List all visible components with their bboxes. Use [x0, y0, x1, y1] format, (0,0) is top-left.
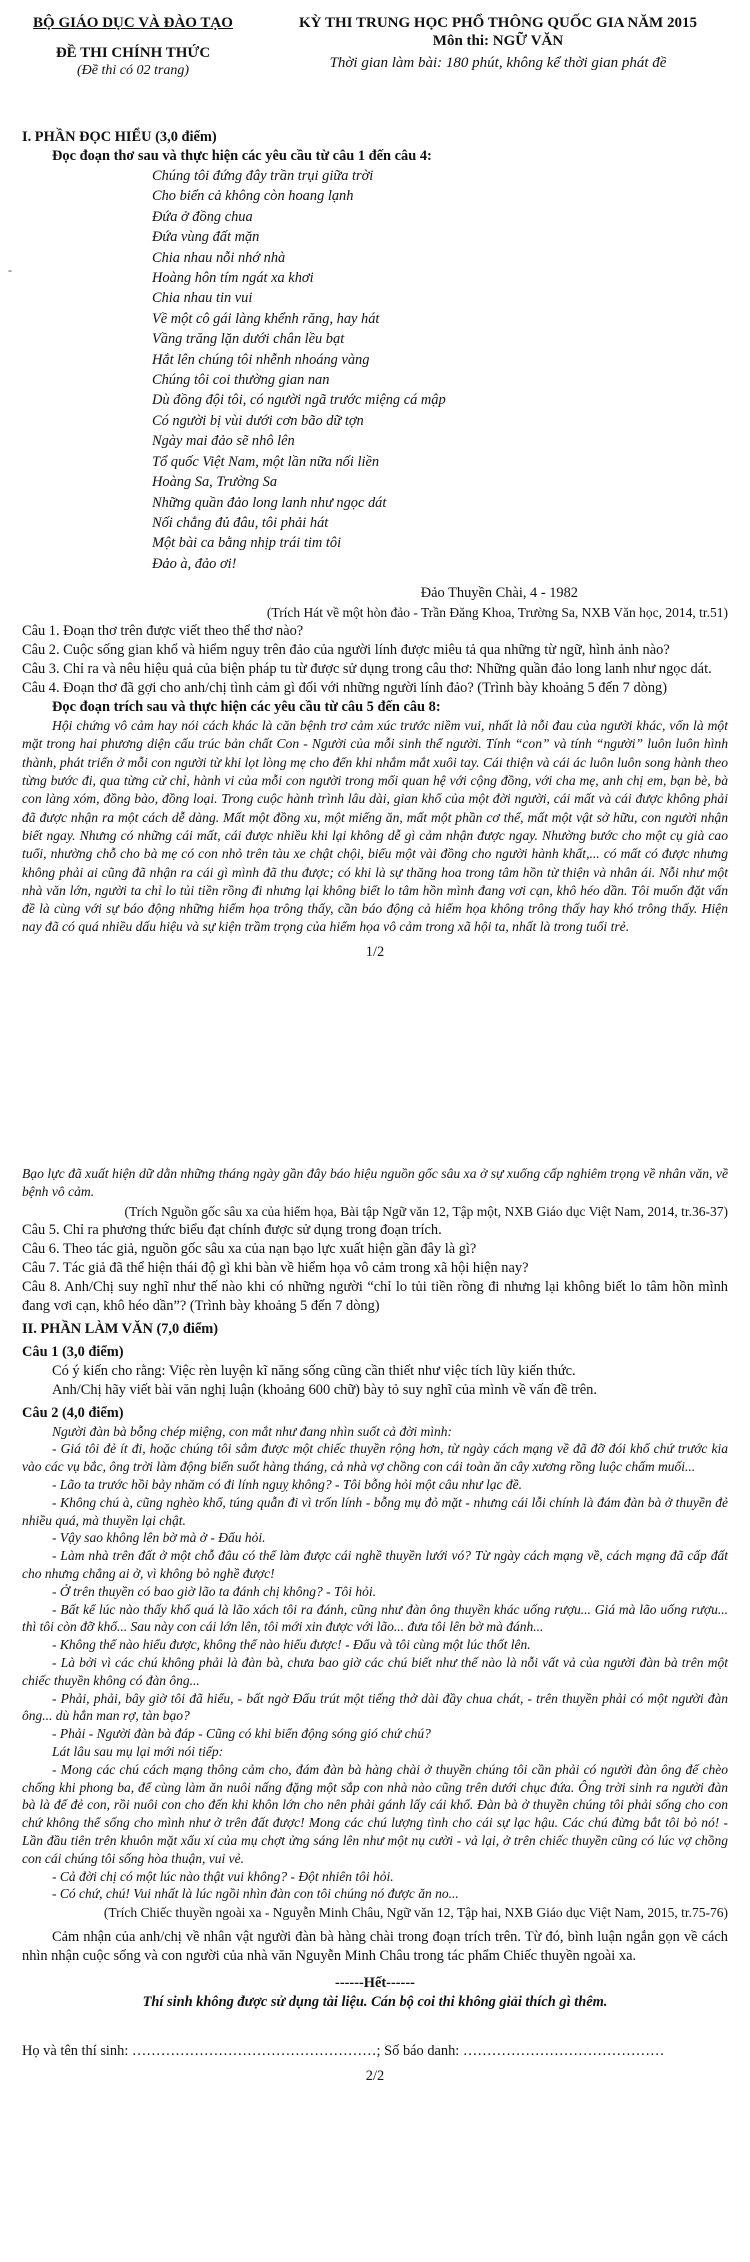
- question-6: Câu 6. Theo tác giả, nguồn gốc sâu xa của nạn bạo lực xuất hiện gần đây là gì?: [22, 1240, 477, 1257]
- poem-author: Đảo Thuyền Chài, 4 - 1982: [420, 585, 578, 602]
- poem-line: Đảo à, đảo ơi!: [152, 555, 237, 572]
- scan-mark: -: [8, 263, 12, 277]
- official-label: ĐỀ THI CHÍNH THỨC: [55, 45, 211, 61]
- section-2-title: II. PHẦN LÀM VĂN (7,0 điểm): [22, 1320, 218, 1337]
- question-7: Câu 7. Tác giả đã thể hiện thái độ gì khi bàn về hiểm họa vô cảm trong xã hội hiện nay?: [22, 1259, 529, 1276]
- poem: [22, 166, 728, 574]
- poem-line: Hoàng Sa, Trường Sa: [152, 474, 278, 491]
- dialogue-line: - Là bởi vì các chú không phải là đàn bà, chưa bao giờ các chú biết như thế nào là nỗi vất vả của người đàn bà trên một chiếc thuyền không có đàn ông...: [22, 1654, 728, 1688]
- question-5: Câu 5. Chỉ ra phương thức biểu đạt chính được sử dụng trong đoạn trích.: [22, 1221, 442, 1238]
- dialogue-line: - Cả đời chị có một lúc nào thật vui không? - Đột nhiên tôi hỏi.: [52, 1868, 394, 1884]
- pages-note: (Đề thi có 02 trang): [77, 63, 189, 78]
- poem-line: Ngày mai đảo sẽ nhô lên: [152, 433, 295, 450]
- poem-line: Đứa ở đồng chua: [152, 208, 253, 225]
- question-c2-title: Câu 2 (4,0 điểm): [22, 1404, 124, 1421]
- instruction-2: Đọc đoạn trích sau và thực hiện các yêu cầu từ câu 5 đến câu 8:: [52, 699, 441, 716]
- section-title: I. PHẦN ĐỌC HIỂU (3,0 điểm): [22, 129, 217, 145]
- ministry-name: BỘ GIÁO DỤC VÀ ĐÀO TẠO: [33, 15, 233, 31]
- poem-line: Dù đồng đội tôi, có người ngã trước miệng cá mập: [152, 392, 446, 409]
- page2-content: [22, 1165, 728, 2086]
- exam-title: KỲ THI TRUNG HỌC PHỔ THÔNG QUỐC GIA NĂM 2015: [299, 15, 697, 31]
- question-c1-requirement: Anh/Chị hãy viết bài văn nghị luận (khoảng 600 chữ) bày tỏ suy nghĩ của mình về vấn đề trên.: [52, 1381, 597, 1398]
- exam-page-1: [0, 0, 750, 1075]
- dialogue-line: - Vậy sao không lên bờ mà ở - Đẩu hỏi.: [52, 1530, 266, 1546]
- question-c1-title: Câu 1 (3,0 điểm): [22, 1343, 124, 1360]
- poem-line: Chúng tôi đứng đây trần trụi giữa trời: [152, 168, 374, 184]
- page1-content: [22, 124, 728, 962]
- dialogue-line: Lát lâu sau mụ lại mới nói tiếp:: [52, 1743, 224, 1759]
- dialogue-line: - Không chú à, cũng nghèo khổ, túng quẫn đi vì trốn lính - bỗng mụ đỏ mặt - nhưng cái lỗi chính là đám đàn bà ở thuyền đẻ nhiều quá, mà thuyền lại chật.: [22, 1494, 728, 1528]
- poem-line: Nối chẳng đủ đâu, tôi phải hát: [152, 514, 329, 531]
- exam-note: Thí sinh không được sử dụng tài liệu. Cán bộ coi thi không giải thích gì thêm.: [142, 1994, 608, 2011]
- question-2: Câu 2. Cuộc sống gian khổ và hiểm nguy trên đảo của người lính được miêu tả qua những từ ngữ, hình ảnh nào?: [22, 642, 670, 659]
- dialogue-line: - Giá tôi đẻ ít đi, hoặc chúng tôi sắm được một chiếc thuyền rộng hơn, từ ngày cách mạng về đã đỡ đói khổ chứ trước kia vào các vụ bắc, ông trời làm động biển suốt hàng tháng, cả nhà vợ chồng con cái toàn ăn cây xương rồng luộc chấm muối...: [22, 1441, 728, 1475]
- left-header: [28, 14, 238, 80]
- dialogue-line: - Mong các chú cách mạng thông cảm cho, đám đàn bà hàng chài ở thuyền chúng tôi cần phải có người đàn ông để chèo chống khi phong ba, để cùng làm ăn nuôi nấng đặng một sắp con nhà nào cũng trên dưới chục đứa. Ông trời sinh ra người đàn bà là để đẻ con, rồi nuôi con cho đến khi khôn lớn cho nên phải gánh lấy cái khổ. Đàn bà ở thuyền chúng tôi phải sống cho con chứ không thể sống cho mình như ở trên đất được! Mong các chú lượng tình cho cái sự lạc hậu. Các chú đừng bắt tôi bỏ nó! - Lần đầu tiên trên khuôn mặt xấu xí của mụ chợt ửng sáng lên như một nụ cười - vả lại, ở trên chiếc thuyền cũng có lúc vợ chồng con cái chúng tôi sống hòa thuận, vui vẻ.: [22, 1761, 728, 1866]
- dialogue-citation: (Trích Chiếc thuyền ngoài xa - Nguyễn Minh Châu, Ngữ văn 12, Tập hai, NXB Giáo dục Việt Nam, 2015, tr.75-76): [103, 1905, 728, 1921]
- right-header: [258, 14, 738, 72]
- dialogue-line: - Bất kể lúc nào thấy khổ quá là lão xách tôi ra đánh, cũng như đàn ông thuyền khác uống rượu... Giá mà lão uống rượu... thì tôi còn đỡ khổ... Sau này con cái lớn lên, tôi mới xin được với lão... đưa tôi lên bờ mà đánh...: [22, 1601, 728, 1635]
- poem-line: Có người bị vùi dưới cơn bão dữ tợn: [152, 412, 364, 429]
- poem-line: Về một cô gái làng khểnh răng, hay hát: [152, 310, 380, 327]
- dialogue: [22, 1423, 728, 1904]
- dialogue-line: - Lão ta trước hồi bảy nhăm có đi lính nguỵ không? - Tôi bỗng hỏi một câu như lạc đề.: [52, 1476, 523, 1492]
- page-number-2: 2/2: [365, 2068, 385, 2085]
- passage-citation: (Trích Nguồn gốc sâu xa của hiểm họa, Bài tập Ngữ văn 12, Tập một, NXB Giáo dục Việt Nam, 2014, tr.36-37): [124, 1203, 728, 1219]
- poem-line: Một bài ca bằng nhịp trái tim tôi: [152, 535, 342, 552]
- dialogue-line: - Ở trên thuyền có bao giờ lão ta đánh chị không? - Tôi hỏi.: [52, 1583, 377, 1599]
- poem-line: Chia nhau nỗi nhớ nhà: [152, 249, 286, 266]
- question-c1-text: Có ý kiến cho rằng: Việc rèn luyện kĩ năng sống cũng cần thiết như việc tích lũy kiến thức.: [52, 1362, 576, 1379]
- question-8: Câu 8. Anh/Chị suy nghĩ như thế nào khi có những người “chỉ lo tủi tiền rồng đi nhưng lại không biết lo tâm hồn mình đang vơi cạn, khô héo dần”? (Trình bày khoảng 5 đến 7 dòng): [22, 1278, 728, 1314]
- poem-line: Chia nhau tin vui: [152, 290, 253, 307]
- poem-line: Hắt lên chúng tôi nhễnh nhoáng vàng: [152, 351, 370, 368]
- time-note: Thời gian làm bài: 180 phút, không kể thời gian phát đề: [329, 55, 667, 71]
- poem-line: Vầng trăng lặn dưới chân lều bạt: [152, 331, 345, 348]
- poem-line: Đứa vùng đất mặn: [152, 229, 260, 246]
- subject: Môn thi: NGỮ VĂN: [432, 33, 564, 49]
- poem-line: Hoàng hôn tím ngát xa khơi: [152, 270, 314, 287]
- question-1: Câu 1. Đoạn thơ trên được viết theo thể thơ nào?: [22, 623, 304, 640]
- poem-line: Cho biển cả không còn hoang lạnh: [152, 188, 354, 205]
- poem-line: Chúng tôi coi thường gian nan: [152, 372, 330, 389]
- page-number: 1/2: [365, 943, 385, 960]
- poem-citation: (Trích Hát về một hòn đảo - Trần Đăng Khoa, Trường Sa, NXB Văn học, 2014, tr.51): [266, 605, 728, 621]
- passage-end: Bạo lực đã xuất hiện dữ dằn những tháng ngày gần đây báo hiệu nguồn gốc sâu xa ở sự xuống cấp nghiêm trọng về nhân văn, về bệnh vô cảm.: [22, 1166, 728, 1200]
- dialogue-line: - Phải - Người đàn bà đáp - Cũng có khi biển động sóng gió chứ chú?: [52, 1726, 431, 1742]
- dialogue-line: Người đàn bà bỗng chép miệng, con mắt như đang nhìn suốt cả đời mình:: [52, 1423, 452, 1439]
- dialogue-line: - Không thể nào hiểu được, không thể nào hiểu được! - Đẩu và tôi cùng một lúc thốt lên.: [52, 1637, 531, 1653]
- dialogue-line: - Làm nhà trên đất ở một chỗ đâu có thể làm được cái nghề thuyền lưới vó? Từ ngày cách mạng về, cách mạng đã cấp đất cho nhưng chẳng ai ở, vì không bỏ nghề được!: [22, 1548, 728, 1581]
- dialogue-line: - Phải, phải, bây giờ tôi đã hiểu, - bất ngờ Đẩu trút một tiếng thở dài đầy chua chát, - trên thuyền phải có một người đàn ông... dù hắn man rợ, tàn bạo?: [22, 1690, 728, 1724]
- passage: Hội chứng vô cảm hay nói cách khác là căn bệnh trơ cảm xúc trước niềm vui, nhất là nỗi đau của người khác, vốn là một mặt trong hai phương diện cấu trúc bản chất Con - Người của mỗi sinh thể người. Tính “con” và tính “người” luôn luôn hình thành, phát triển ở mỗi con người từ khi lọt lòng mẹ cho đến khi nhắm mắt xuôi tay. Cái thiện và cái ác luôn luôn song hành theo từng bước đi, qua từng cử chỉ, hành vi của mỗi con người trong mối quan hệ với cộng đồng, với cha mẹ, anh chị em, bạn bè, bà con làng xóm, đồng bào, đồng loại. Trong cuộc hành trình lâu dài, gian khổ của một đời người, cái mất và cái được không phải đã được nhận ra một cách dễ dàng. Mất một đồng xu, một miếng ăn, mất một phần cơ thể, mất một vật sở hữu, con người nhận biết ngay. Nhưng có những cái mất, cái được nhiều khi lại không dễ gì cảm nhận được ngay. Nhường bước cho một cụ già cao tuổi, nhường chỗ cho bà mẹ có con nhỏ trên tàu xe chật chội, biếu một vài đồng cho người hành khất,... có mất có được nhưng không phải ai cũng đã nhận ra cái gì mình đã thu được; có khi là sự thăng hoa trong tâm hồn từ thiện và nhân ái. Nỗi như một nhà văn lớn, người ta chỉ lo tủi tiền rồng đi nhưng lại không biết lo tâm hồn mình đang vơi cạn, khô héo dần. Tôi muốn đặt vấn đề là cùng với sự báo động những hiểm họa trông thấy, cần báo động cả hiểm họa không trông thấy hay khó trông thấy. Hiện nay đã có quá nhiều dấu hiệu và sự kiện trầm trọng của hiểm họa vô cảm trong xã hội ta, nhất là trong tuổi trẻ.: [22, 718, 728, 935]
- poem-line: Những quần đảo long lanh như ngọc dát: [152, 494, 387, 511]
- instruction: Đọc đoạn thơ sau và thực hiện các yêu cầu từ câu 1 đến câu 4:: [52, 148, 432, 164]
- question-c2-requirement: Cảm nhận của anh/chị về nhân vật người đàn bà hàng chài trong đoạn trích trên. Từ đó, bình luận ngắn gọn về cách nhìn nhận cuộc sống và con người của nhà văn Nguyễn Minh Châu trong tác phẩm Chiếc thuyền ngoài xa.: [22, 1929, 728, 1965]
- question-4: Câu 4. Đoạn thơ đã gợi cho anh/chị tình cảm gì đối với những người lính đảo? (Trình bày khoảng 5 đến 7 dòng): [22, 680, 668, 697]
- question-3: Câu 3. Chỉ ra và nêu hiệu quả của biện pháp tu từ được sử dụng trong câu thơ: Những quần đảo long lanh như ngọc dát.: [22, 661, 712, 678]
- candidate-info-line: Họ và tên thí sinh: ……………………………………………; Số báo danh: ……………………………………: [22, 2043, 665, 2060]
- poem-line: Tổ quốc Việt Nam, một lần nữa nối liền: [152, 453, 380, 470]
- dialogue-line: - Có chứ, chú! Vui nhất là lúc ngồi nhìn đàn con tôi chúng nó được ăn no...: [52, 1886, 459, 1902]
- end-marker: ------Hết------: [335, 1975, 415, 1992]
- exam-page-2: [0, 1165, 750, 2262]
